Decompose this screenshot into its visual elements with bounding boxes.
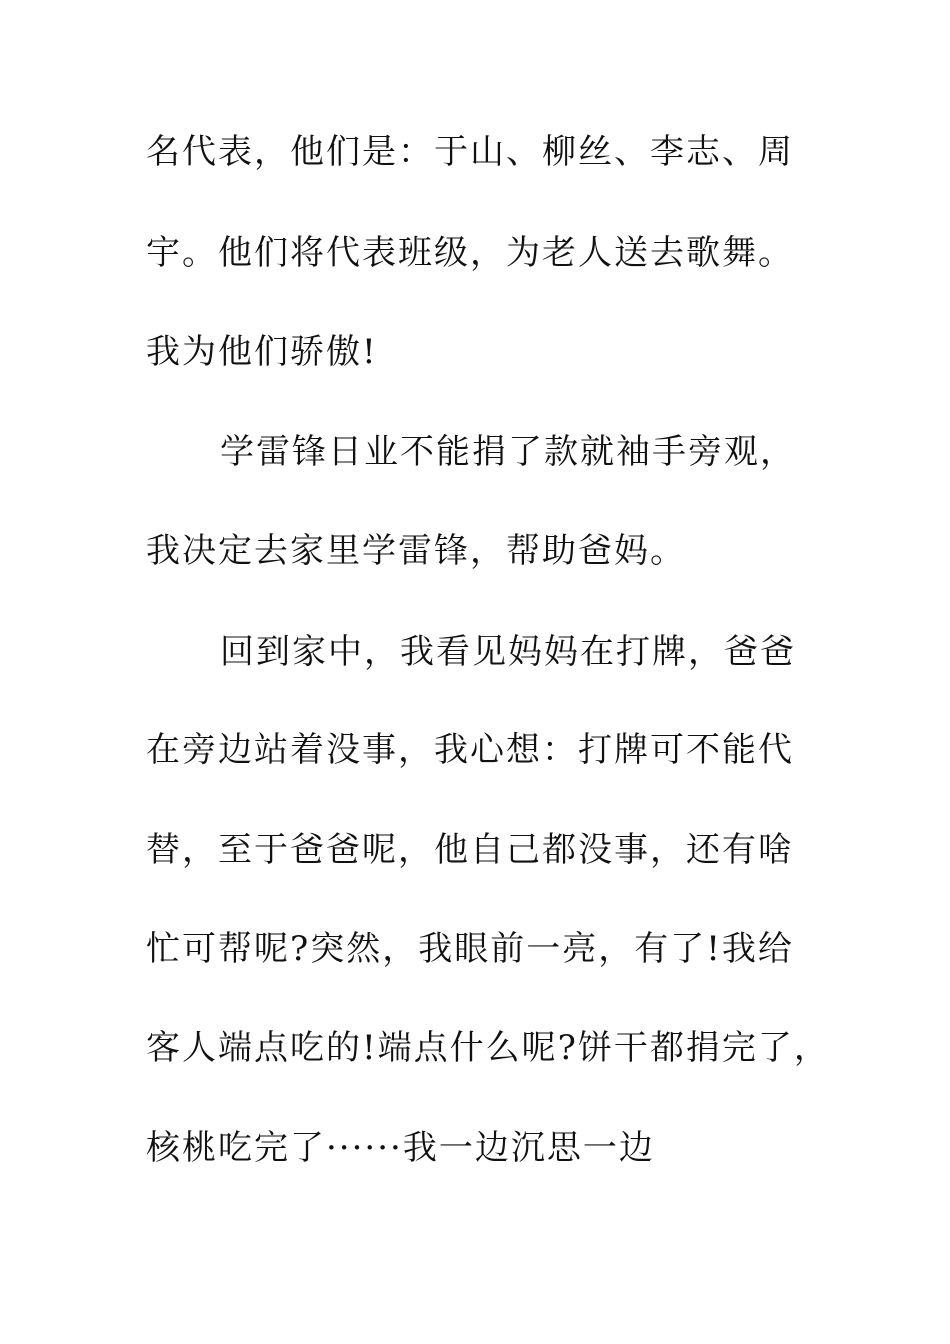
text-line: 我决定去家里学雷锋，帮助爸妈。 [146,531,686,571]
text-line: 核桃吃完了······我一边沉思一边 [146,1128,655,1168]
paragraph-start-line: 回到家中，我看见妈妈在打牌，爸爸 [220,632,796,672]
paragraph-start-line: 学雷锋日业不能捐了款就袖手旁观， [220,432,796,472]
text-line: 替，至于爸爸呢，他自己都没事，还有啥 [146,830,794,870]
text-line: 忙可帮呢?突然，我眼前一亮，有了!我给 [146,929,794,969]
text-line: 名代表，他们是：于山、柳丝、李志、周 [146,132,794,172]
text-line: 我为他们骄傲! [146,332,378,372]
text-line: 客人端点吃的!端点什么呢?饼干都捐完了， [146,1028,830,1068]
text-line: 宇。他们将代表班级，为老人送去歌舞。 [146,233,794,273]
text-line: 在旁边站着没事，我心想：打牌可不能代 [146,730,794,770]
